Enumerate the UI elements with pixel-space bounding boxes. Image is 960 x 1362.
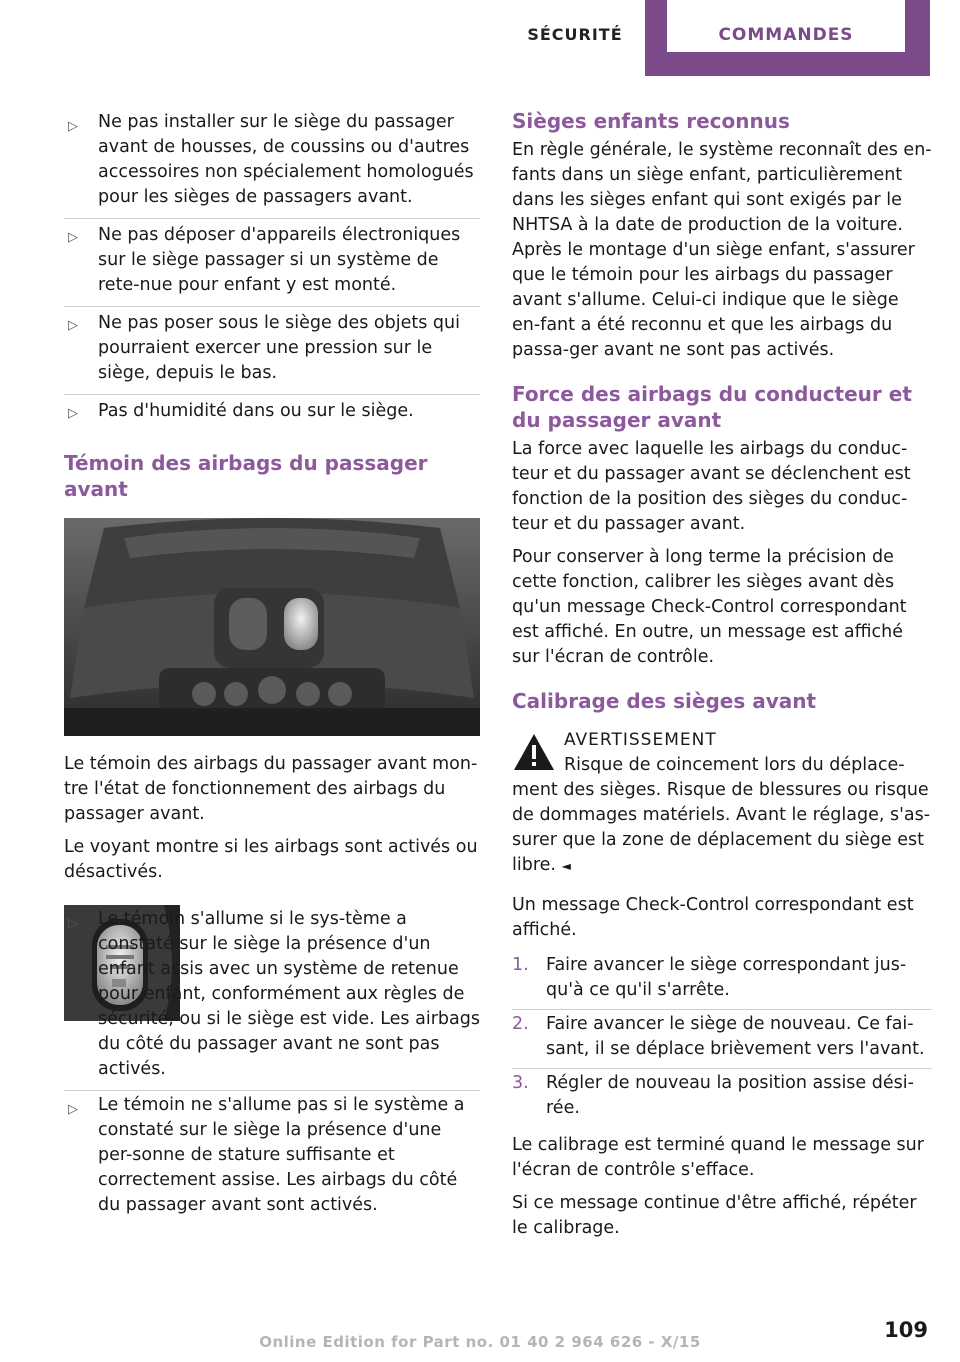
indicator-on-list: [64, 905, 480, 1091]
section-title-calibration: Calibrage des sièges avant: [512, 689, 817, 713]
warning-triangle-icon: [512, 732, 556, 772]
warning-box: [512, 728, 932, 879]
warning-title: AVERTISSEMENT: [564, 730, 717, 750]
calibration-hint-text: Pour conserver à long terme la précision de cette fonction, calibrer les sièges avant dès qu'un message Check-Control correspondant est affiché. En outre, un message est affiché sur l'écran de contrôle.: [512, 547, 907, 667]
list-item: ▷ Ne pas déposer d'appareils électroniques sur le siège passager si un système de rete-nue pour enfant y est monté.: [64, 219, 480, 307]
section-title-airbag-force: Force des airbags du conducteur et du passager avant: [512, 382, 912, 432]
triangle-bullet-icon: ▷: [68, 916, 78, 931]
list-item: 3. Régler de nouveau la position assise dési-rée.: [512, 1073, 914, 1118]
chapter-tabs: [505, 0, 930, 76]
indicator-off-list: [64, 1091, 480, 1226]
list-item: 2. Faire avancer le siège de nouveau. Ce fai-sant, il se déplace brièvement vers l'avant.: [512, 1010, 932, 1069]
left-column: [64, 108, 480, 1226]
section-title-child-seats: Sièges enfants reconnus: [512, 109, 790, 133]
check-control-text: Un message Check-Control correspondant est affiché.: [512, 895, 914, 940]
tab-securite[interactable]: SÉCURITÉ: [527, 25, 623, 44]
airbag-force-text: La force avec laquelle les airbags du conduc-teur et du passager avant se déclenchent est fonction de la position des sièges du conduc-teur et du passager avant.: [512, 439, 911, 534]
child-seats-text: En règle générale, le système reconnaît des en-fants dans un siège enfant, particulièrement dans les sièges enfant qui sont exigés par le NHTSA à la date de production de la voiture. Après le montage d'un siège enfant, s'assurer que le témoin pour les airbags du passager avant s'allume. Celui-ci indique que le siège en-fant a été reconnu et que les airbags du passa-ger avant ne sont pas activés.: [512, 140, 932, 360]
tab-commandes-active[interactable]: [645, 0, 930, 76]
list-item: 1. Faire avancer le siège correspondant jus-qu'à ce qu'il s'arrête.: [512, 951, 932, 1010]
list-item: ▷ Le témoin ne s'allume pas si le système a constaté sur le siège la présence d'une per-sonne de stature suffisante et correctement assise. Les airbags du côté du passager avant sont activés.: [68, 1095, 465, 1215]
tab-commandes-label: COMMANDES: [667, 0, 905, 52]
triangle-bullet-icon: ▷: [68, 1102, 78, 1117]
list-item: ▷ Ne pas installer sur le siège du passager avant de housses, de coussins ou d'autres accessoires non spécialement homologués pour les sièges de passagers avant.: [64, 108, 480, 219]
list-item: ▷ Ne pas poser sous le siège des objets qui pourraient exercer une pression sur le siège, depuis le bas.: [64, 307, 480, 395]
warning-text: Risque de coincement lors du déplace- ment des sièges. Risque de blessures ou risque de dommages matériels. Avant le réglage, s'as-surer que la zone de déplacement du siège est libre. ◄: [512, 755, 931, 875]
section-title-airbag-indicator: Témoin des airbags du passager avant: [64, 451, 428, 501]
precaution-list: [64, 108, 480, 432]
right-column: [512, 108, 932, 1249]
indicator-states: Le voyant montre si les airbags sont activés ou désactivés.: [64, 837, 478, 882]
triangle-bullet-icon: ▷: [68, 119, 78, 134]
list-item: ▷ Le témoin s'allume si le sys-tème a constaté sur le siège la présence d'un enfant assis avec un système de retenue pour enfant, conformément aux règles de sécurité, ou si le siège est vide. Les airbags du côté du passager avant ne sont pas activés.: [64, 905, 480, 1091]
edition-footer: Online Edition for Part no. 01 40 2 964 626 - X/15: [259, 1333, 701, 1351]
triangle-bullet-icon: ▷: [68, 230, 78, 245]
page-number: 109: [884, 1318, 928, 1342]
indicator-inset: [64, 905, 480, 1091]
triangle-bullet-icon: ▷: [68, 318, 78, 333]
end-mark-icon: ◄: [561, 859, 571, 873]
triangle-bullet-icon: ▷: [68, 406, 78, 421]
calibration-steps: [512, 951, 932, 1127]
calibration-done-text: Le calibrage est terminé quand le message sur l'écran de contrôle s'efface.: [512, 1135, 924, 1180]
list-item: ▷ Pas d'humidité dans ou sur le siège.: [64, 395, 480, 432]
overhead-console-photo: [64, 518, 480, 736]
indicator-description: Le témoin des airbags du passager avant mon-tre l'état de fonctionnement des airbags du passager avant.: [64, 754, 478, 824]
calibration-repeat-text: Si ce message continue d'être affiché, répéter le calibrage.: [512, 1193, 917, 1238]
